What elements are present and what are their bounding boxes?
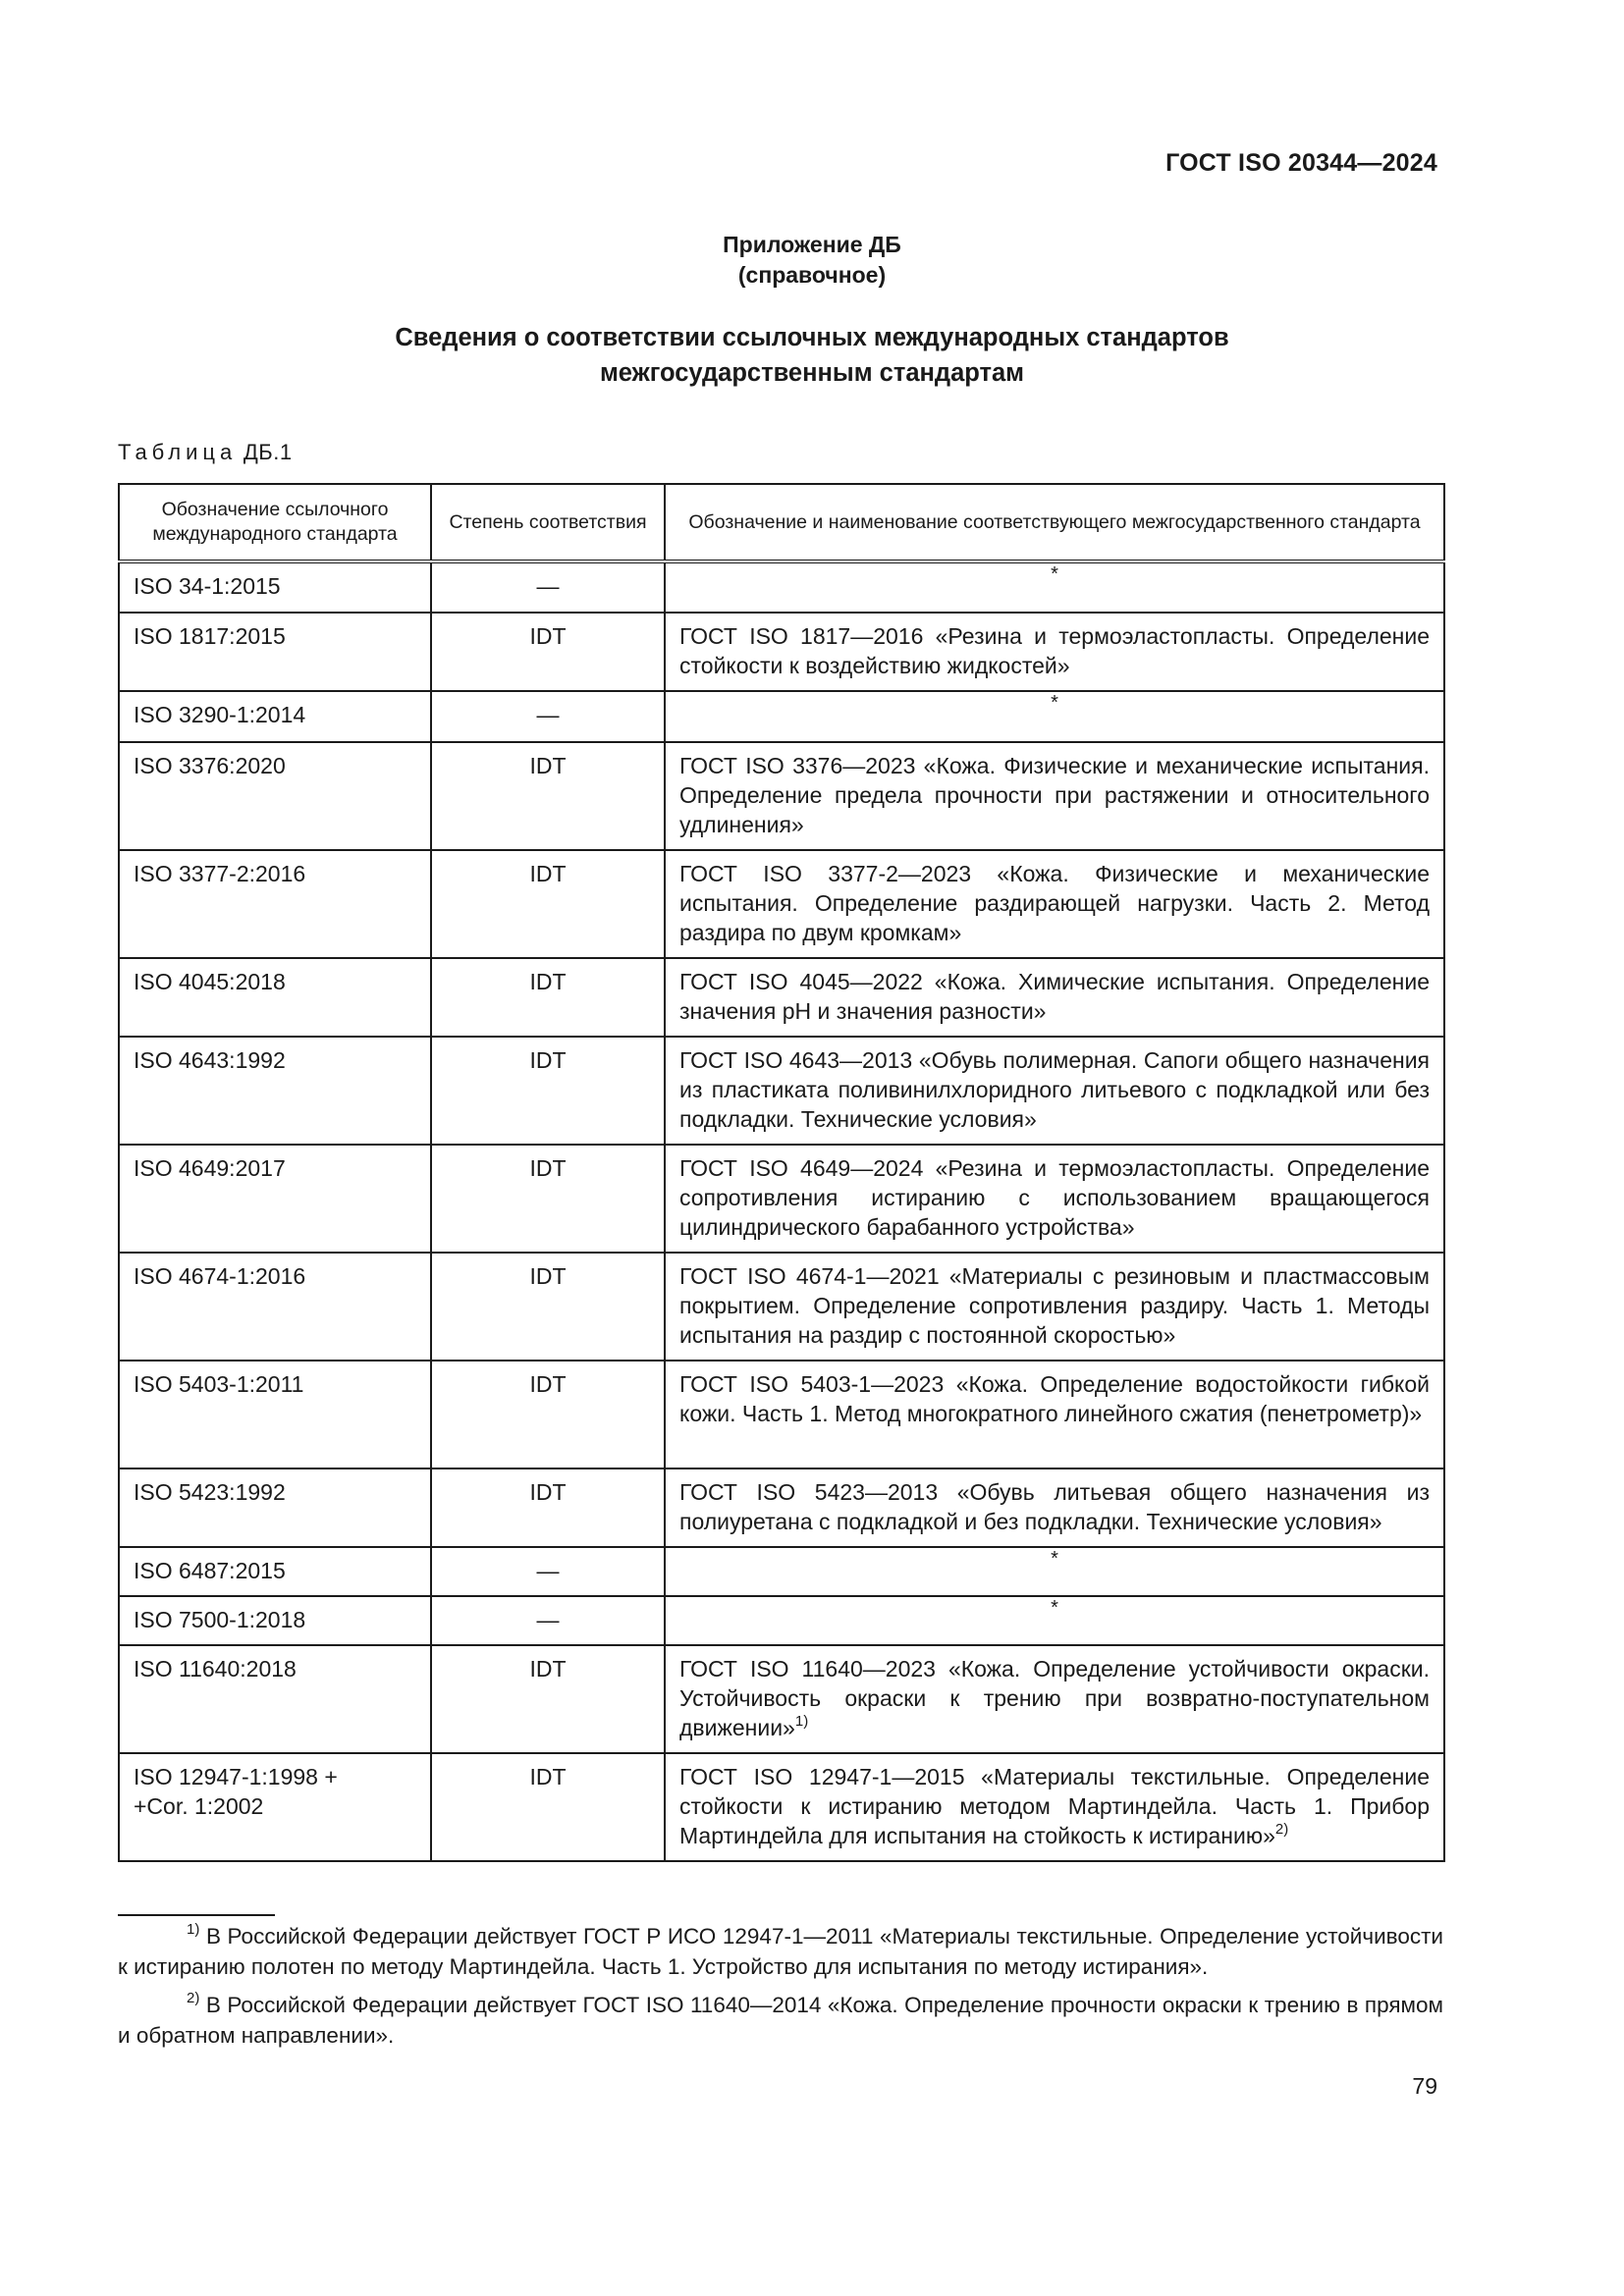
table-row (119, 1037, 1444, 1145)
degree-cell: IDT (431, 958, 665, 1037)
header-ref-standard: Обозначение ссылочного международного стандарта (119, 484, 431, 561)
ref-standard-cell: ISO 5403-1:2011 (119, 1361, 431, 1468)
table-row (119, 742, 1444, 850)
footnote (118, 1990, 1443, 2051)
footnote-ref: 2) (1274, 1821, 1289, 1838)
degree-cell: IDT (431, 1145, 665, 1253)
table-row (119, 1468, 1444, 1547)
ref-standard-cell: ISO 34-1:2015 (119, 561, 431, 613)
table-row (119, 561, 1444, 613)
ref-standard-cell: ISO 11640:2018 (119, 1645, 431, 1753)
footnote-text: В Российской Федерации действует ГОСТ ISO 11640—2014 «Кожа. Определение прочности окраски к трению в прямом и обратном направлении». (118, 1993, 1443, 2048)
degree-cell: IDT (431, 850, 665, 958)
degree-cell: IDT (431, 742, 665, 850)
footnote-mark: 2) (187, 1990, 200, 2006)
ref-standard-line-1: ISO 12947-1:1998 + (134, 1764, 338, 1789)
degree-cell: IDT (431, 1753, 665, 1861)
ref-standard-cell: ISO 4674-1:2016 (119, 1253, 431, 1361)
ref-standard-cell: ISO 1817:2015 (119, 613, 431, 691)
footnote-ref: 1) (794, 1713, 809, 1730)
appendix-title: Приложение ДБ (723, 232, 901, 257)
ref-standard-cell: ISO 7500-1:2018 (119, 1596, 431, 1645)
ref-standard-cell: ISO 4045:2018 (119, 958, 431, 1037)
footnote (118, 1921, 1443, 1982)
gost-cell: * (665, 691, 1444, 742)
table-row (119, 1645, 1444, 1753)
standards-table (118, 483, 1445, 1862)
ref-standard-cell: ISO 4643:1992 (119, 1037, 431, 1145)
gost-cell (665, 1645, 1444, 1753)
table-row (119, 1145, 1444, 1253)
table-caption-number: ДБ.1 (243, 440, 293, 464)
table-row (119, 1547, 1444, 1596)
section-title (0, 320, 1624, 391)
gost-text: ГОСТ ISO 12947-1—2015 «Материалы текстильные. Определение стойкости к истиранию методом Мартиндейла. Часть 1. Прибор Мартиндейла для испытания на стойкость к истиранию» (679, 1764, 1430, 1848)
ref-standard-line-2: +Cor. 1:2002 (134, 1793, 264, 1819)
table-row (119, 1753, 1444, 1861)
document-code: ГОСТ ISO 20344—2024 (1165, 149, 1437, 177)
header-interstate-standard: Обозначение и наименование соответствующего межгосударственного стандарта (665, 484, 1444, 561)
footnote-mark: 1) (187, 1921, 200, 1938)
gost-cell: ГОСТ ISO 4674-1—2021 «Материалы с резиновым и пластмассовым покрытием. Определение сопротивления раздиру. Часть 1. Методы испытания на раздир с постоянной скоростью» (665, 1253, 1444, 1361)
gost-cell: ГОСТ ISO 1817—2016 «Резина и термоэластопласты. Определение стойкости к воздействию жидкостей» (665, 613, 1444, 691)
gost-cell: ГОСТ ISO 4649—2024 «Резина и термоэластопласты. Определение сопротивления истиранию с использованием вращающегося цилиндрического барабанного устройства» (665, 1145, 1444, 1253)
ref-standard-cell: ISO 5423:1992 (119, 1468, 431, 1547)
footnote-divider (118, 1914, 275, 1916)
gost-cell: ГОСТ ISO 4045—2022 «Кожа. Химические испытания. Определение значения pH и значения разности» (665, 958, 1444, 1037)
gost-cell: ГОСТ ISO 3377-2—2023 «Кожа. Физические и механические испытания. Определение раздирающей нагрузки. Часть 2. Метод раздира по двум кромкам» (665, 850, 1444, 958)
gost-cell: * (665, 561, 1444, 613)
gost-cell: * (665, 1596, 1444, 1645)
degree-cell: — (431, 1547, 665, 1596)
gost-cell (665, 1753, 1444, 1861)
header-degree: Степень соответствия (431, 484, 665, 561)
table-row (119, 850, 1444, 958)
degree-cell: IDT (431, 1037, 665, 1145)
ref-standard-cell: ISO 4649:2017 (119, 1145, 431, 1253)
gost-text: ГОСТ ISO 11640—2023 «Кожа. Определение устойчивости окраски. Устойчивость окраски к трению при возвратно-поступательном движении» (679, 1656, 1430, 1740)
degree-cell: IDT (431, 1361, 665, 1468)
ref-standard-cell (119, 1753, 431, 1861)
section-title-line-1: Сведения о соответствии ссылочных международных стандартов (395, 324, 1229, 351)
gost-cell: ГОСТ ISO 4643—2013 «Обувь полимерная. Сапоги общего назначения из пластиката поливинилхлоридного литьевого с подкладкой или без подкладки. Технические условия» (665, 1037, 1444, 1145)
degree-cell: IDT (431, 1468, 665, 1547)
gost-cell: * (665, 1547, 1444, 1596)
table-row (119, 691, 1444, 742)
table-caption (118, 440, 293, 465)
table-row (119, 958, 1444, 1037)
degree-cell: — (431, 691, 665, 742)
appendix-subtitle: (справочное) (737, 262, 887, 288)
table-header-row (119, 484, 1444, 561)
table-row (119, 613, 1444, 691)
degree-cell: IDT (431, 1645, 665, 1753)
table-row (119, 1361, 1444, 1468)
table-row (119, 1253, 1444, 1361)
degree-cell: IDT (431, 613, 665, 691)
ref-standard-cell: ISO 3290-1:2014 (119, 691, 431, 742)
gost-cell: ГОСТ ISO 3376—2023 «Кожа. Физические и механические испытания. Определение предела прочности при растяжении и относительного удлинения» (665, 742, 1444, 850)
ref-standard-cell: ISO 6487:2015 (119, 1547, 431, 1596)
footnotes (118, 1921, 1443, 2058)
degree-cell: — (431, 1596, 665, 1645)
ref-standard-cell: ISO 3377-2:2016 (119, 850, 431, 958)
gost-cell: ГОСТ ISO 5403-1—2023 «Кожа. Определение водостойкости гибкой кожи. Часть 1. Метод многократного линейного сжатия (пенетрометр)» (665, 1361, 1444, 1468)
ref-standard-cell: ISO 3376:2020 (119, 742, 431, 850)
table-caption-word: Таблица (118, 440, 238, 464)
degree-cell: — (431, 561, 665, 613)
degree-cell: IDT (431, 1253, 665, 1361)
page-number: 79 (1412, 2073, 1437, 2099)
table-row (119, 1596, 1444, 1645)
appendix-heading (0, 230, 1624, 291)
gost-cell: ГОСТ ISO 5423—2013 «Обувь литьевая общего назначения из полиуретана с подкладкой и без подкладки. Технические условия» (665, 1468, 1444, 1547)
section-title-line-2: межгосударственным стандартам (599, 359, 1025, 387)
footnote-text: В Российской Федерации действует ГОСТ Р ИСО 12947-1—2011 «Материалы текстильные. Определение устойчивости к истиранию полотен по методу Мартиндейла. Часть 1. Устройство для испытания по методу истирания». (118, 1924, 1443, 1979)
